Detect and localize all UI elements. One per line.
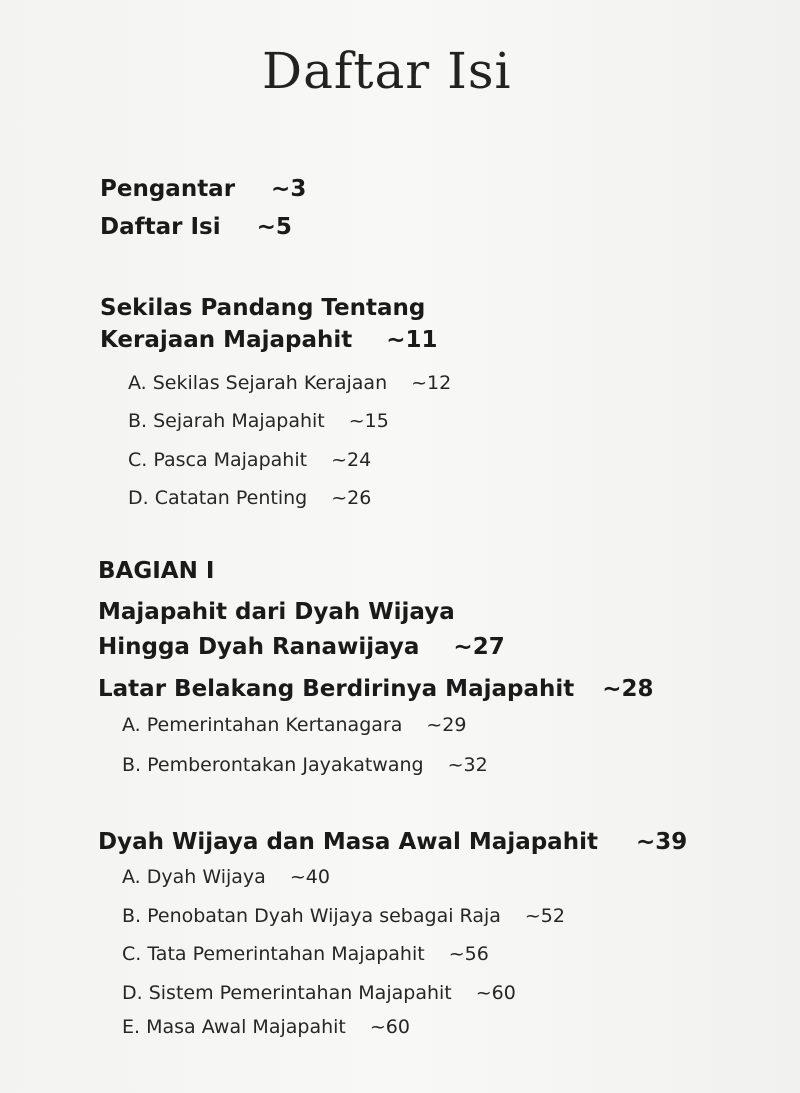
toc-subentry bbox=[122, 943, 489, 965]
entry-page: ~27 bbox=[453, 634, 505, 660]
toc-subentry bbox=[122, 866, 330, 888]
part-heading bbox=[98, 558, 214, 584]
entry-text: D. Sistem Pemerintahan Majapahit bbox=[122, 982, 452, 1004]
entry-text: Majapahit dari Dyah Wijaya bbox=[98, 599, 455, 625]
toc-entry-kerajaan-majapahit bbox=[100, 327, 438, 353]
entry-text: A. Dyah Wijaya bbox=[122, 866, 266, 888]
entry-text: A. Pemerintahan Kertanagara bbox=[122, 714, 403, 736]
toc-subentry bbox=[128, 449, 371, 471]
entry-text: Sekilas Pandang Tentang bbox=[100, 295, 426, 321]
toc-subentry bbox=[128, 410, 389, 432]
entry-page: ~32 bbox=[447, 754, 488, 776]
entry-page: ~52 bbox=[524, 905, 565, 927]
entry-text: B. Sejarah Majapahit bbox=[128, 410, 325, 432]
entry-text: C. Pasca Majapahit bbox=[128, 449, 308, 471]
entry-page: ~24 bbox=[331, 449, 372, 471]
toc-entry-latar-belakang bbox=[98, 676, 654, 702]
entry-page: ~12 bbox=[411, 372, 452, 394]
entry-text: Latar Belakang Berdirinya Majapahit bbox=[98, 676, 575, 702]
entry-text: C. Tata Pemerintahan Majapahit bbox=[122, 943, 425, 965]
entry-page: ~40 bbox=[289, 866, 330, 888]
toc-entry-hingga-dyah-ranawijaya bbox=[98, 634, 505, 660]
toc-subentry bbox=[122, 1016, 410, 1038]
entry-text: B. Penobatan Dyah Wijaya sebagai Raja bbox=[122, 905, 501, 927]
entry-page: ~15 bbox=[348, 410, 389, 432]
entry-page: ~26 bbox=[331, 487, 372, 509]
toc-subentry bbox=[122, 714, 466, 736]
entry-text: E. Masa Awal Majapahit bbox=[122, 1016, 346, 1038]
entry-text: Kerajaan Majapahit bbox=[100, 327, 353, 353]
entry-page: ~29 bbox=[426, 714, 467, 736]
entry-page: ~39 bbox=[635, 829, 688, 855]
toc-entry-dyah-wijaya-masa-awal bbox=[98, 829, 687, 855]
entry-text: B. Pemberontakan Jayakatwang bbox=[122, 754, 424, 776]
toc-entry-pengantar bbox=[100, 176, 306, 202]
toc-subentry bbox=[122, 905, 565, 927]
entry-text: Pengantar bbox=[100, 176, 236, 202]
entry-page: ~5 bbox=[256, 214, 292, 240]
toc-heading-line bbox=[100, 295, 425, 321]
entry-text: Daftar Isi bbox=[100, 214, 221, 240]
entry-page: ~28 bbox=[602, 676, 654, 702]
toc-heading-line bbox=[98, 599, 455, 625]
entry-text: D. Catatan Penting bbox=[128, 487, 308, 509]
toc-entry-daftar-isi bbox=[100, 214, 292, 240]
entry-text: Dyah Wijaya dan Masa Awal Majapahit bbox=[98, 829, 598, 855]
toc-subentry bbox=[122, 754, 488, 776]
toc-subentry bbox=[128, 487, 371, 509]
entry-text: A. Sekilas Sejarah Kerajaan bbox=[128, 372, 388, 394]
entry-page: ~56 bbox=[448, 943, 489, 965]
entry-text: BAGIAN I bbox=[98, 558, 215, 584]
entry-page: ~11 bbox=[386, 327, 438, 353]
toc-subentry bbox=[122, 982, 516, 1004]
page-title: Daftar Isi bbox=[262, 42, 512, 100]
entry-page: ~60 bbox=[475, 982, 516, 1004]
entry-page: ~3 bbox=[271, 176, 307, 202]
entry-text: Hingga Dyah Ranawijaya bbox=[98, 634, 420, 660]
entry-page: ~60 bbox=[369, 1016, 410, 1038]
toc-subentry bbox=[128, 372, 451, 394]
